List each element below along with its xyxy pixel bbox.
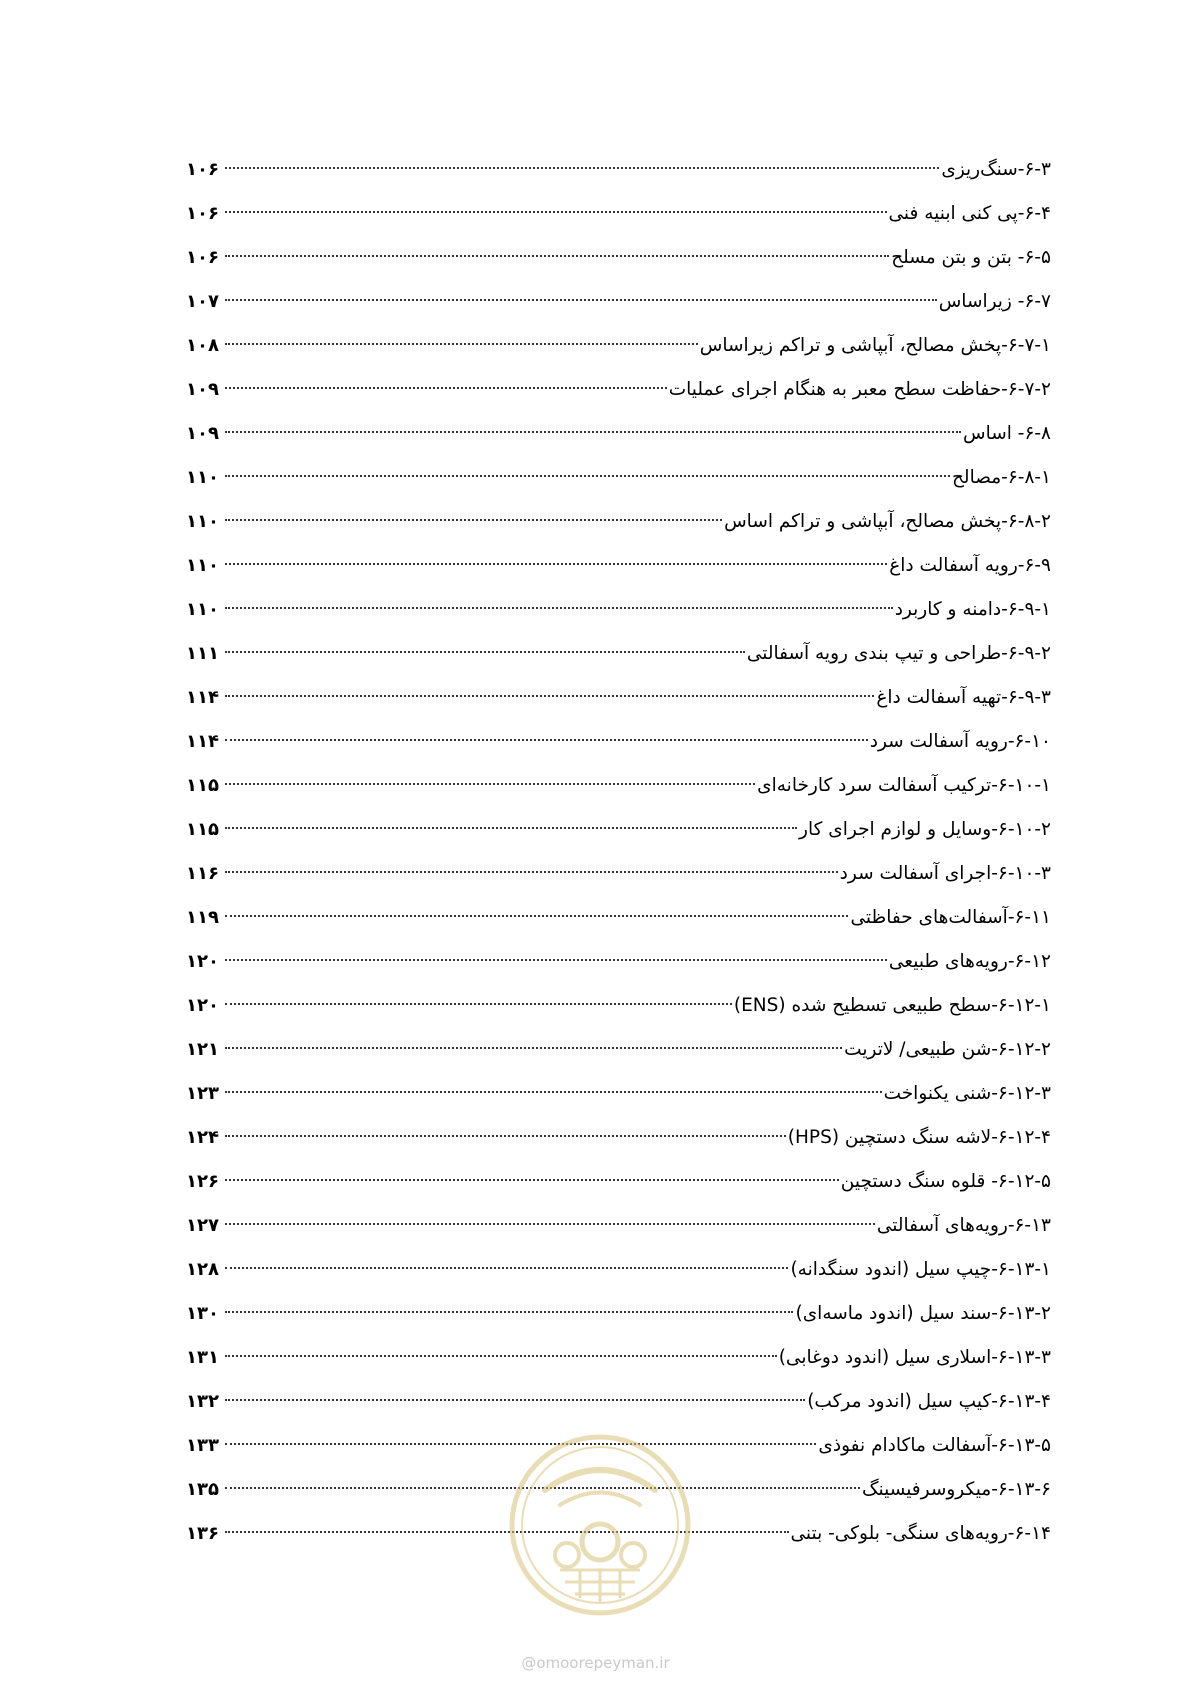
toc-entry <box>186 368 1051 412</box>
toc-dot-leader <box>225 167 939 169</box>
toc-entry-title: ۶-۸- اساس <box>963 423 1051 444</box>
toc-dot-leader <box>225 299 937 301</box>
toc-entry <box>186 500 1051 544</box>
toc-entry-title: ۶-۱۰-۱-ترکیب آسفالت سرد کارخانه‌ای <box>757 775 1051 796</box>
toc-entry-page-number: ۱۰۹ <box>186 423 219 444</box>
toc-entry <box>186 1336 1051 1380</box>
toc-entry-page-number: ۱۰۷ <box>186 291 219 312</box>
toc-entry <box>186 148 1051 192</box>
toc-entry-title: ۶-۹-۳-تهیه آسفالت داغ <box>876 687 1051 708</box>
toc-dot-leader <box>225 695 874 697</box>
toc-entry-title: ۶-۱۳-۳-اسلاری سیل (اندود دوغابی) <box>778 1347 1051 1368</box>
toc-entry-page-number: ۱۰۸ <box>186 335 219 356</box>
toc-entry-title: ۶-۱۳-۲-سند سیل (اندود ماسه‌ای) <box>795 1303 1051 1324</box>
toc-entry-title: ۶-۱۲-۱-سطح طبیعی تسطیح شده (ENS) <box>733 995 1051 1016</box>
toc-entry-page-number: ۱۱۴ <box>186 731 219 752</box>
toc-entry <box>186 1160 1051 1204</box>
toc-entry-title: ۶-۷- زیراساس <box>938 291 1051 312</box>
toc-entry <box>186 632 1051 676</box>
toc-dot-leader <box>225 519 722 521</box>
toc-entry-title: ۶-۱۲-۳-شنی یکنواخت <box>883 1083 1051 1104</box>
toc-entry <box>186 764 1051 808</box>
toc-entry-page-number: ۱۰۶ <box>186 203 219 224</box>
toc-entry-page-number: ۱۱۵ <box>186 819 219 840</box>
toc-entry-page-number: ۱۱۹ <box>186 907 219 928</box>
toc-entry <box>186 676 1051 720</box>
toc-entry-title: ۶-۵- بتن و بتن مسلح <box>891 247 1051 268</box>
toc-entry-title: ۶-۱۲-رویه‌های طبیعی <box>888 951 1051 972</box>
toc-entry-page-number: ۱۲۰ <box>186 995 219 1016</box>
toc-entry-title: ۶-۸-۲-پخش مصالح، آبپاشی و تراکم اساس <box>724 511 1051 532</box>
toc-entry <box>186 940 1051 984</box>
toc-dot-leader <box>225 1223 875 1225</box>
toc-entry <box>186 1248 1051 1292</box>
toc-entry-page-number: ۱۲۴ <box>186 1127 219 1148</box>
table-of-contents <box>186 148 1051 1556</box>
toc-dot-leader <box>225 651 745 653</box>
toc-dot-leader <box>225 1355 777 1357</box>
toc-entry-page-number: ۱۳۰ <box>186 1303 219 1324</box>
toc-entry-title: ۶-۱۰-۳-اجرای آسفالت سرد <box>839 863 1051 884</box>
toc-entry-page-number: ۱۲۶ <box>186 1171 219 1192</box>
toc-entry-page-number: ۱۳۶ <box>186 1523 219 1544</box>
toc-entry-page-number: ۱۳۲ <box>186 1391 219 1412</box>
toc-entry-page-number: ۱۳۵ <box>186 1479 219 1500</box>
toc-entry <box>186 1380 1051 1424</box>
toc-entry-title: ۶-۴-پی کنی ابنیه فنی <box>888 203 1051 224</box>
toc-dot-leader <box>225 959 887 961</box>
toc-dot-leader <box>225 211 887 213</box>
toc-entry-title: ۶-۷-۱-پخش مصالح، آبپاشی و تراکم زیراساس <box>699 335 1051 356</box>
toc-entry-page-number: ۱۲۳ <box>186 1083 219 1104</box>
toc-dot-leader <box>225 1179 839 1181</box>
toc-entry <box>186 852 1051 896</box>
toc-entry-title: ۶-۳-سنگ‌ریزی <box>941 159 1051 180</box>
toc-entry <box>186 280 1051 324</box>
toc-entry-page-number: ۱۱۰ <box>186 555 219 576</box>
toc-entry-page-number: ۱۱۰ <box>186 467 219 488</box>
toc-entry-title: ۶-۱۰-۲-وسایل و لوازم اجرای کار <box>799 819 1051 840</box>
toc-entry-page-number: ۱۱۰ <box>186 511 219 532</box>
toc-entry-title: ۶-۱۱-آسفالت‌های حفاظتی <box>850 907 1051 928</box>
toc-dot-leader <box>225 607 893 609</box>
website-watermark: @omoorepeyman.ir <box>521 1654 670 1672</box>
toc-entry <box>186 324 1051 368</box>
toc-dot-leader <box>225 431 961 433</box>
toc-dot-leader <box>225 1311 794 1313</box>
toc-entry-page-number: ۱۲۰ <box>186 951 219 972</box>
toc-entry-page-number: ۱۲۷ <box>186 1215 219 1236</box>
toc-entry-title: ۶-۱۳-۱-چیپ سیل (اندود سنگدانه) <box>790 1259 1051 1280</box>
toc-entry-title: ۶-۱۲-۲-شن طبیعی/ لاتریت <box>844 1039 1051 1060</box>
toc-dot-leader <box>225 915 849 917</box>
toc-entry-page-number: ۱۲۱ <box>186 1039 219 1060</box>
toc-entry-title: ۶-۱۳-۵-آسفالت ماکادام نفوذی <box>818 1435 1051 1456</box>
toc-dot-leader <box>225 475 950 477</box>
toc-entry-title: ۶-۹-۱-دامنه و کاربرد <box>894 599 1051 620</box>
toc-entry <box>186 1204 1051 1248</box>
toc-entry-title: ۶-۱۳-رویه‌های آسفالتی <box>876 1215 1051 1236</box>
toc-entry-page-number: ۱۰۶ <box>186 159 219 180</box>
toc-dot-leader <box>225 1003 732 1005</box>
toc-dot-leader <box>225 871 838 873</box>
toc-entry <box>186 1072 1051 1116</box>
toc-entry-page-number: ۱۱۱ <box>186 643 219 664</box>
toc-entry-page-number: ۱۱۰ <box>186 599 219 620</box>
toc-entry <box>186 1292 1051 1336</box>
toc-entry-title: ۶-۱۰-رویه آسفالت سرد <box>869 731 1051 752</box>
toc-dot-leader <box>225 1091 882 1093</box>
toc-dot-leader <box>225 783 755 785</box>
seal-watermark-icon <box>505 1430 695 1620</box>
toc-dot-leader <box>225 1047 842 1049</box>
toc-dot-leader <box>225 387 667 389</box>
toc-entry-page-number: ۱۰۹ <box>186 379 219 400</box>
toc-entry <box>186 720 1051 764</box>
toc-entry-title: ۶-۷-۲-حفاظت سطح معبر به هنگام اجرای عملیات <box>668 379 1051 400</box>
toc-entry-page-number: ۱۱۵ <box>186 775 219 796</box>
toc-entry <box>186 544 1051 588</box>
toc-entry-page-number: ۱۱۴ <box>186 687 219 708</box>
toc-entry <box>186 192 1051 236</box>
toc-entry-page-number: ۱۰۶ <box>186 247 219 268</box>
toc-entry-title: ۶-۱۲-۴-لاشه سنگ دستچین (HPS) <box>787 1127 1051 1148</box>
toc-entry <box>186 984 1051 1028</box>
toc-entry <box>186 808 1051 852</box>
toc-dot-leader <box>225 739 868 741</box>
toc-dot-leader <box>225 1267 789 1269</box>
toc-entry-title: ۶-۱۳-۴-کیپ سیل (اندود مرکب) <box>807 1391 1051 1412</box>
toc-entry-title: ۶-۹-رویه آسفالت داغ <box>889 555 1051 576</box>
toc-dot-leader <box>225 563 887 565</box>
toc-entry-page-number: ۱۱۶ <box>186 863 219 884</box>
toc-dot-leader <box>225 1399 805 1401</box>
toc-dot-leader <box>225 1135 786 1137</box>
toc-dot-leader <box>225 343 698 345</box>
toc-entry-title: ۶-۱۲-۵- قلوه سنگ دستچین <box>840 1171 1051 1192</box>
toc-entry <box>186 236 1051 280</box>
toc-entry <box>186 1116 1051 1160</box>
toc-entry <box>186 588 1051 632</box>
toc-entry-title: ۶-۱۳-۶-میکروسرفیسینگ <box>862 1479 1051 1500</box>
toc-entry <box>186 412 1051 456</box>
toc-dot-leader <box>225 255 889 257</box>
toc-entry-title: ۶-۸-۱-مصالح <box>951 467 1051 488</box>
toc-entry <box>186 896 1051 940</box>
toc-entry <box>186 1028 1051 1072</box>
toc-entry-page-number: ۱۳۱ <box>186 1347 219 1368</box>
toc-entry-title: ۶-۱۴-رویه‌های سنگی- بلوکی- بتنی <box>790 1523 1051 1544</box>
toc-entry-title: ۶-۹-۲-طراحی و تیپ بندی رویه آسفالتی <box>746 643 1051 664</box>
toc-dot-leader <box>225 827 797 829</box>
toc-entry-page-number: ۱۳۳ <box>186 1435 219 1456</box>
toc-entry <box>186 456 1051 500</box>
toc-entry-page-number: ۱۲۸ <box>186 1259 219 1280</box>
